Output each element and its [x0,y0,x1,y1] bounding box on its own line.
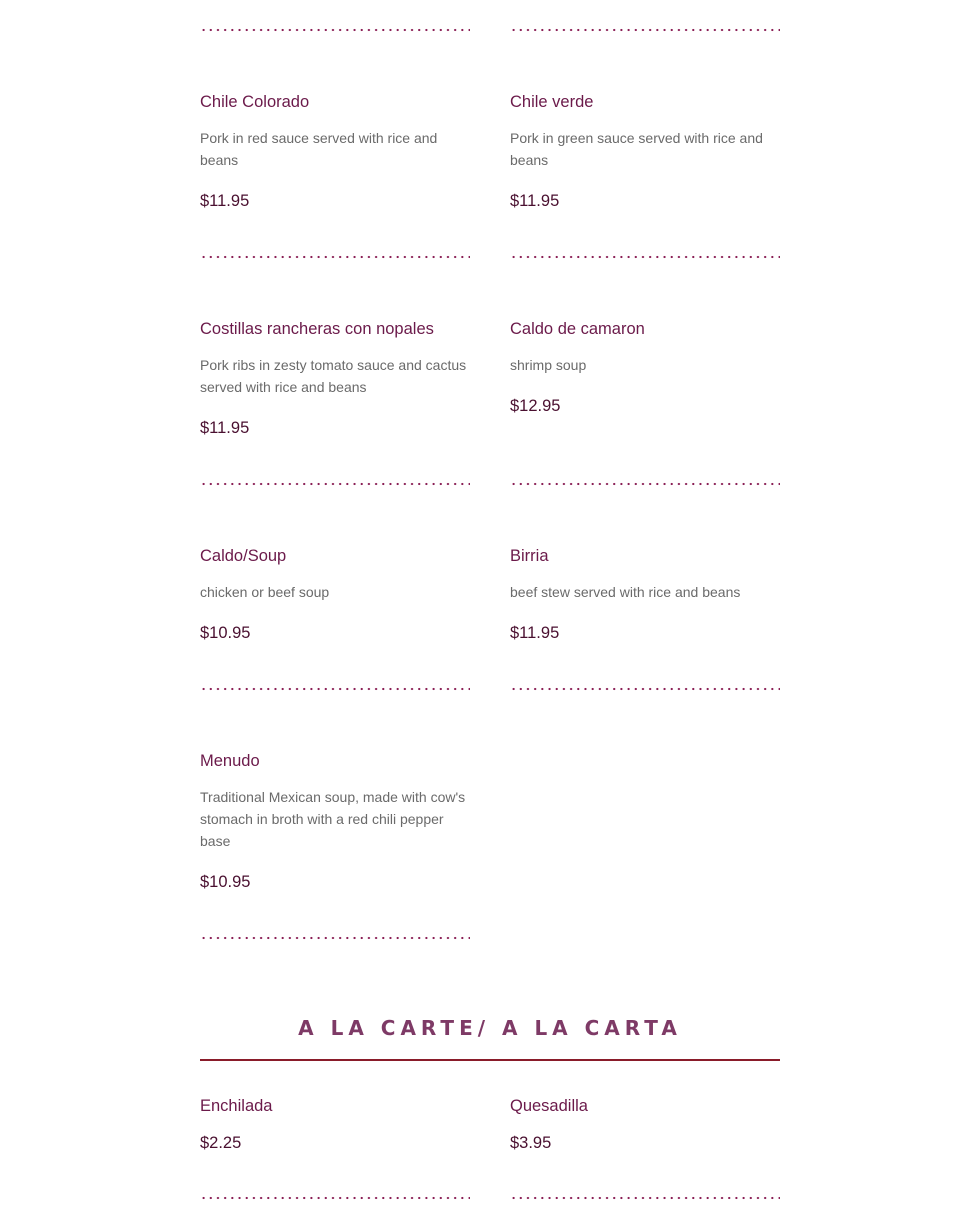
item-title: Chile verde [510,93,594,111]
item-price: $11.95 [200,419,250,437]
dotted-divider [510,685,780,693]
section-rule [200,1059,780,1061]
dotted-divider [200,253,470,261]
item-title: Quesadilla [510,1097,588,1115]
item-title: Chile Colorado [200,93,310,111]
item-title: Caldo/Soup [200,547,287,565]
item-price: $10.95 [200,873,251,891]
item-title: Birria [510,547,549,565]
dotted-divider [510,26,780,34]
dotted-divider [200,26,470,34]
item-title: Menudo [200,752,260,770]
section-title: A LA CARTE/ A LA CARTA [298,1016,682,1040]
item-title: Costillas rancheras con nopales [200,320,434,338]
dotted-divider [200,934,470,942]
item-description: chicken or beef soup [200,584,330,600]
item-price: $10.95 [200,624,251,642]
item-description: shrimp soup [510,357,587,373]
item-price: $11.95 [510,624,560,642]
item-price: $3.95 [510,1134,552,1152]
item-price: $11.95 [510,192,560,210]
item-price: $2.25 [200,1134,242,1152]
item-description: Pork in red sauce served with rice and beans [200,130,438,168]
item-title: Caldo de camaron [510,320,645,338]
item-price: $12.95 [510,397,561,415]
dotted-divider [200,685,470,693]
item-title: Enchilada [200,1097,273,1115]
dotted-divider [510,1194,780,1202]
dotted-divider [510,253,780,261]
dotted-divider [200,480,470,488]
dotted-divider [200,1194,470,1202]
item-description: Pork in green sauce served with rice and beans [510,130,763,168]
item-description: beef stew served with rice and beans [510,584,741,600]
dotted-divider [510,480,780,488]
item-description: Pork ribs in zesty tomato sauce and cactus served with rice and beans [200,357,467,395]
item-description: Traditional Mexican soup, made with cow's stomach in broth with a red chili pepper base [200,789,466,849]
item-price: $11.95 [200,192,250,210]
